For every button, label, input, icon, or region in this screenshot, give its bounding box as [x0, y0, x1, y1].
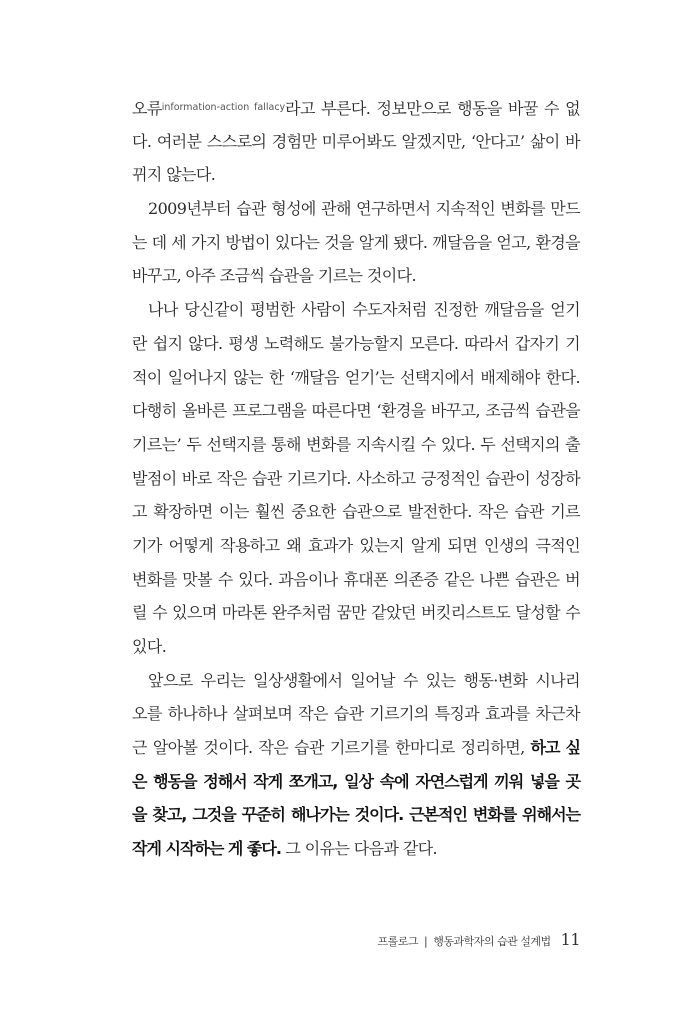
text-line: 오를 하나하나 살펴보며 작은 습관 기르기의 특징과 효과를 차근차	[132, 704, 580, 724]
text-line	[132, 91, 580, 125]
text-line: 나나 당신같이 평범한 사람이 수도자처럼 진정한 깨달음을 얻기	[148, 300, 580, 320]
bold-emphasis: 을 찾고, 그것을 꾸준히 해나가는 것이다. 근본적인 변화를 위해서는	[132, 805, 580, 825]
text-segment: 근 알아볼 것이다. 작은 습관 기르기를 한마디로 정리하면,	[132, 738, 531, 758]
text-line: 란 쉽지 않다. 평생 노력해도 불가능할지 모른다. 따라서 갑자기 기	[132, 333, 580, 353]
text-line: 변화를 맛볼 수 있다. 과음이나 휴대폰 의존증 같은 나쁜 습관은 버	[132, 569, 580, 589]
english-gloss: information-action fallacy	[161, 102, 286, 113]
text-line: 릴 수 있으며 마라톤 완주처럼 꿈만 같았던 버킷리스트도 달성할 수	[132, 603, 580, 623]
footer-separator: |	[424, 935, 428, 948]
paragraph-2	[132, 192, 580, 293]
text-line: 뀌지 않는다.	[132, 165, 216, 185]
chapter-name: 프롤로그	[377, 935, 419, 948]
text-line	[132, 731, 580, 765]
text-line	[132, 765, 580, 799]
paragraph-3	[132, 293, 580, 664]
text-line: 있다.	[132, 637, 167, 656]
text-line	[132, 832, 580, 866]
page-footer	[378, 930, 580, 949]
body-text	[132, 91, 580, 866]
text-segment: 라고 부른다. 정보만으로 행동을 바꿀 수 없	[285, 99, 580, 118]
paragraph-1	[132, 91, 580, 192]
text-line: 적이 일어나지 않는 한 ‘깨달음 얻기’는 선택지에서 배제해야 한다.	[132, 367, 580, 387]
text-segment: 그 이유는 다음과 같다.	[280, 839, 438, 859]
book-title: 행동과학자의 습관 설계법	[433, 935, 551, 948]
bold-emphasis: 은 행동을 정해서 작게 쪼개고, 일상 속에 자연스럽게 끼워 넣을 곳	[132, 771, 580, 791]
bold-emphasis: 작게 시작하는 게 좋다.	[132, 839, 281, 859]
text-line: 다행히 올바른 프로그램을 따른다면 ‘환경을 바꾸고, 조금씩 습관을	[132, 401, 580, 421]
text-segment: 오류	[132, 99, 162, 118]
text-line: 기르는’ 두 선택지를 통해 변화를 지속시킬 수 있다. 두 선택지의 출	[132, 434, 580, 454]
paragraph-4	[132, 664, 580, 866]
text-line: 고 확장하면 이는 훨씬 중요한 습관으로 발전한다. 작은 습관 기르	[132, 502, 580, 522]
text-line: 다. 여러분 스스로의 경험만 미루어봐도 알겠지만, ‘안다고’ 삶이 바	[132, 131, 580, 151]
page-number: 11	[560, 930, 580, 949]
text-line: 는 데 세 가지 방법이 있다는 것을 알게 됐다. 깨달음을 얻고, 환경을	[132, 232, 580, 252]
bold-emphasis: 하고 싶	[530, 738, 580, 758]
text-line: 기가 어떻게 작용하고 왜 효과가 있는지 알게 되면 인생의 극적인	[132, 535, 580, 555]
text-line: 2009년부터 습관 형성에 관해 연구하면서 지속적인 변화를 만드	[148, 199, 580, 219]
text-line: 앞으로 우리는 일상생활에서 일어날 수 있는 행동·변화 시나리	[148, 670, 580, 690]
text-line: 바꾸고, 아주 조금씩 습관을 기르는 것이다.	[132, 266, 416, 286]
text-line	[132, 798, 580, 832]
text-line: 발점이 바로 작은 습관 기르기다. 사소하고 긍정적인 습관이 성장하	[132, 468, 580, 488]
